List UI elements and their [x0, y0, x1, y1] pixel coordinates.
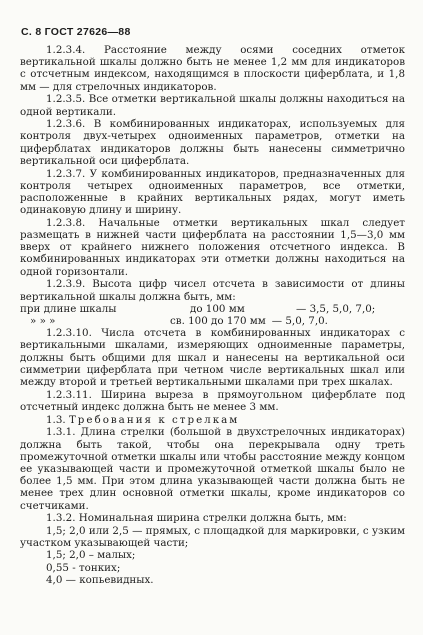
paragraph-1-2-3-6: 1.2.3.6. В комбинированных индикаторах, используемых для контроля двух-четырех одноименных параметров, отметки на циферблатах индикаторов должны быть нанесены симметрично вертикальной оси циферблата. [20, 118, 405, 167]
paragraph-1-2-3-11: 1.2.3.11. Ширина выреза в прямоугольном циферблате под отсчетный индекс должна быть не менее 3 мм. [20, 388, 405, 413]
paragraph-1-2-3-5: 1.2.3.5. Все отметки вертикальной шкалы должны находиться на одной вертикали. [20, 93, 405, 118]
section-heading [20, 414, 405, 426]
page-header: С. 8 ГОСТ 27626—88 [21, 26, 131, 38]
paragraph-1-2-3-7: 1.2.3.7. У комбинированных индикаторов, предназначенных для контроля четырех одноименных параметров, все отметки, расположенные в крайних вертикальных рядах, могут иметь одинаковую длину и ширину. [20, 167, 405, 217]
scale-row-range: св. 100 до 170 мм [170, 314, 266, 327]
scale-row-values: — 5,0, 7,0. [271, 314, 328, 327]
paragraph-1-2-3-9: 1.2.3.9. Высота цифр чисел отсчета в зависимости от длины вертикальной шкалы должна быть, мм: [20, 278, 405, 303]
scale-row-label: » » » [30, 314, 56, 327]
scale-row-values: — 3,5, 5,0, 7,0; [296, 302, 376, 315]
paragraph-1-3-1: 1.3.1. Длина стрелки (большой в двухстрелочных индикаторах) должна быть такой, чтобы она перекрывала одну треть промежуточной отметки шкалы или чтобы расстояние между концом ее указывающей части и промежуточной отметкой шкалы было не более 1,5 мм. При этом длина указывающей части должна быть не менее трех длин основной отметки шкалы, кроме индикаторов со счетчиками. [20, 426, 405, 512]
scale-row-range: до 100 мм [190, 302, 245, 315]
paragraph-1-2-3-10: 1.2.3.10. Числа отсчета в комбинированных индикаторах с вертикальными шкалами, измеряющих одноименные параметры, должны быть общими для шкал и нанесены на вертикальной оси симметрии циферблата при четном числе вертикальных шкал или между второй и третьей вертикальными шкалами при трех шкалах. [20, 327, 405, 388]
scale-row [20, 315, 405, 327]
paragraph-1-2-3-8: 1.2.3.8. Начальные отметки вертикальных шкал следует размещать в нижней части циферблата на расстоянии 1,5—3,0 мм вверх от крайнего нижнего положения отсчетного индекса. В комбинированных индикаторах эти отметки должны находиться на одной горизонтали. [20, 216, 405, 278]
section-number: 1.3. [46, 413, 66, 426]
paragraph-1-2-3-4: 1.2.3.4. Расстояние между осями соседних отметок вертикальной шкалы должно быть не менее 1,2 мм для индикаторов с отсчетным индексом, находящимся в плоскости циферблата, и 1,8 мм — для стрелочных индикаторов. [20, 44, 405, 93]
paragraph-width-spec: 1,5; 2,0 или 2,5 — прямых, с площадкой для маркировки, с узким участком указывающей части; [20, 524, 405, 550]
scale-row [20, 303, 405, 315]
scale-row-label: при длине шкалы [20, 302, 117, 315]
list-item: 1,5; 2,0 – малых; [46, 549, 136, 562]
list-item: 4,0 — копьевидных. [46, 573, 154, 586]
document-body [20, 44, 405, 586]
list-item: 0,55 - тонких; [46, 561, 121, 574]
width-list [20, 549, 405, 586]
paragraph-1-3-2: 1.3.2. Номинальная ширина стрелки должна быть, мм: [46, 512, 347, 525]
section-title: Требования к стрелкам [68, 413, 240, 426]
